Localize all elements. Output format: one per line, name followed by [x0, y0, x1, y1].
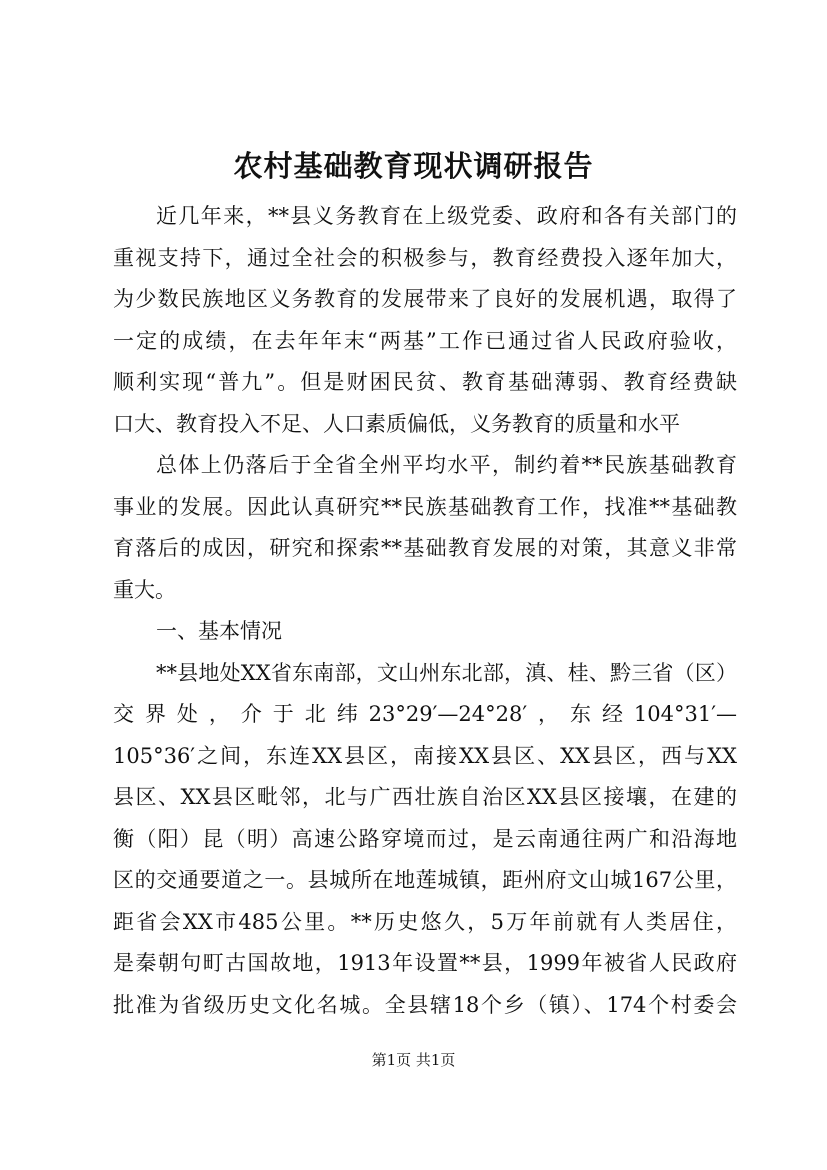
text-line: 交界处，介于北纬23°29′—24°28′，东经104°31′— — [113, 702, 737, 726]
text-line: 距省会XX市485公里。**历史悠久，5万年前就有人类居住， — [113, 909, 737, 934]
text-line: 批准为省级历史文化名城。全县辖18个乡（镇）、174个村委会 — [113, 992, 737, 1017]
text-line: 105°36′之间，东连XX县区，南接XX县区、XX县区，西与XX — [113, 743, 737, 768]
document-title: 农村基础教育现状调研报告 — [233, 149, 594, 183]
text-line: 是秦朝句町古国故地，1913年设置**县，1999年被省人民政府 — [113, 951, 737, 975]
text-line: 口大、教育投入不足、人口素质偏低，义务教育的质量和水平 — [113, 411, 680, 436]
text-line: 近几年来，**县义务教育在上级党委、政府和各有关部门的 — [156, 204, 737, 228]
text-line: 一定的成绩，在去年年末“两基”工作已通过省人民政府验收， — [113, 328, 737, 353]
text-line: 县区、XX县区毗邻，北与广西壮族自治区XX县区接壤，在建的 — [113, 785, 737, 809]
text-line: 重大。 — [113, 577, 176, 602]
page-footer: 第1页 共1页 — [371, 1051, 456, 1069]
document-body — [113, 196, 737, 1026]
text-line: 总体上仍落后于全省全州平均水平，制约着**民族基础教育 — [156, 453, 737, 477]
text-line: **县地处XX省东南部，文山州东北部，滇、桂、黔三省（区） — [156, 660, 737, 685]
text-line: 区的交通要道之一。县城所在地莲城镇，距州府文山城167公里， — [113, 868, 737, 892]
text-line: 为少数民族地区义务教育的发展带来了良好的发展机遇，取得了 — [113, 287, 737, 311]
text-line: 顺利实现“普九”。但是财困民贫、教育基础薄弱、教育经费缺 — [113, 370, 737, 394]
section-heading: 一、基本情况 — [156, 619, 282, 643]
text-line: 育落后的成因，研究和探索**基础教育发展的对策，其意义非常 — [113, 536, 737, 560]
text-line: 事业的发展。因此认真研究**民族基础教育工作，找准**基础教 — [113, 494, 737, 519]
text-line: 衡（阳）昆（明）高速公路穿境而过，是云南通往两广和沿海地 — [113, 826, 737, 851]
text-line: 重视支持下，通过全社会的积极参与，教育经费投入逐年加大， — [113, 245, 737, 270]
